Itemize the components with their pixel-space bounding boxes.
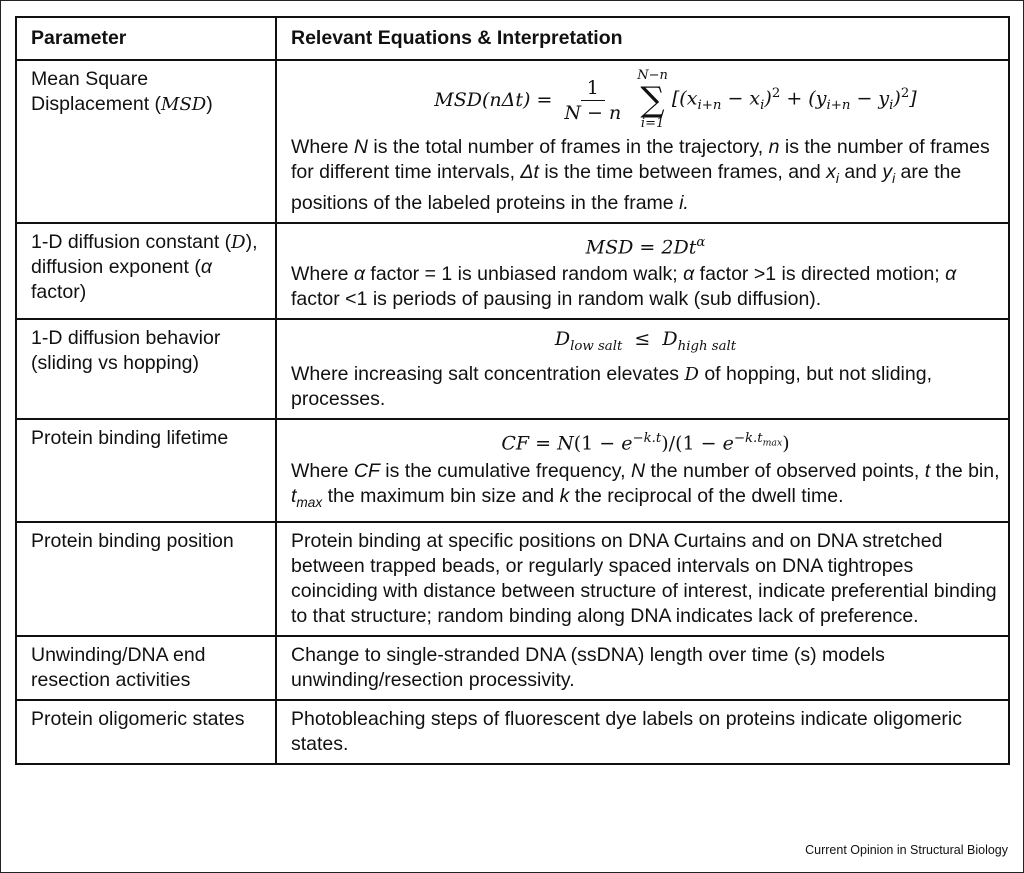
table-row xyxy=(16,319,1009,419)
msd-equation xyxy=(351,69,1000,131)
param-cell: 1-D diffusion constant (D), diffusion exponent (α factor) xyxy=(16,223,276,319)
lifetime-description: Where CF is the cumulative frequency, N the number of observed points, t the bin, $t_{max}$ the maximum bin size and k the reciprocal of the dwell time. xyxy=(291,459,1000,510)
msd-body: $[(x_{i+n} - x_i)^2 + (y_{i+n} - y_i)^2]$ xyxy=(671,85,917,114)
msd-description: Where N is the total number of frames in the trajectory, n is the number of frames for different time intervals, Δt is the time between frames, and $x_i$ and $y_i$ are the positions of the labeled proteins in the frame i. xyxy=(291,136,990,214)
equation-cell xyxy=(276,419,1009,522)
msd-numerator: 1 xyxy=(581,76,605,101)
description-cell: Protein binding at specific positions on DNA Curtains and on DNA stretched between trapped beads, or regularly spaced intervals on DNA tightropes coinciding with distance between structure of interest, indicate preferential binding to that structure; random binding along DNA indicates lack of preference. xyxy=(276,522,1009,636)
diffusion-equation: MSD = $2Dt^\alpha$ xyxy=(585,234,706,259)
param-text: Displacement ( xyxy=(31,93,162,115)
lifetime-equation: CF = $N(1 - e^{-k.t})/(1 - e^{-k.t_{max}})$ xyxy=(501,431,790,455)
param-cell: Protein oligomeric states xyxy=(16,700,276,764)
description-cell: Change to single-stranded DNA (ssDNA) length over time (s) models unwinding/resection processivity. xyxy=(276,636,1009,700)
sigma-symbol: ∑ xyxy=(640,80,665,120)
msd-fraction xyxy=(558,76,627,125)
table-row xyxy=(16,522,1009,636)
header-parameter: Parameter xyxy=(16,17,276,60)
table-row xyxy=(16,223,1009,319)
msd-lhs: MSD(nΔt) = xyxy=(434,89,553,111)
table-header-row xyxy=(16,17,1009,60)
equation-cell xyxy=(276,60,1009,223)
header-equations: Relevant Equations & Interpretation xyxy=(276,17,1009,60)
sum-upper: N−n xyxy=(637,68,668,83)
salt-description: Where increasing salt concentration elevates D of hopping, but not sliding, processes. xyxy=(291,363,932,411)
param-cell: 1-D diffusion behavior (sliding vs hopping) xyxy=(16,319,276,419)
param-math: MSD xyxy=(161,94,207,115)
salt-equation: $D_{low salt} \le D_{high salt}$ xyxy=(554,328,737,355)
param-cell: Unwinding/DNA end resection activities xyxy=(16,636,276,700)
param-cell: Protein binding position xyxy=(16,522,276,636)
journal-credit: Current Opinion in Structural Biology xyxy=(805,843,1008,857)
parameters-table xyxy=(15,16,1010,765)
param-cell xyxy=(16,60,276,223)
param-text: Mean Square xyxy=(31,68,149,90)
equation-cell xyxy=(276,223,1009,319)
param-cell: Protein binding lifetime xyxy=(16,419,276,522)
equation-cell xyxy=(276,319,1009,419)
msd-sum xyxy=(637,69,668,131)
msd-denominator: N − n xyxy=(564,101,622,124)
table-row xyxy=(16,636,1009,700)
sum-lower: i=1 xyxy=(640,116,665,131)
table-row xyxy=(16,700,1009,764)
diffusion-description: Where α factor = 1 is unbiased random walk; α factor >1 is directed motion; α factor <1 is periods of pausing in random walk (sub diffusion). xyxy=(291,263,957,311)
table-row xyxy=(16,419,1009,522)
param-text: ) xyxy=(206,93,213,115)
description-cell: Photobleaching steps of fluorescent dye labels on proteins indicate oligomeric states. xyxy=(276,700,1009,764)
table-row xyxy=(16,60,1009,223)
